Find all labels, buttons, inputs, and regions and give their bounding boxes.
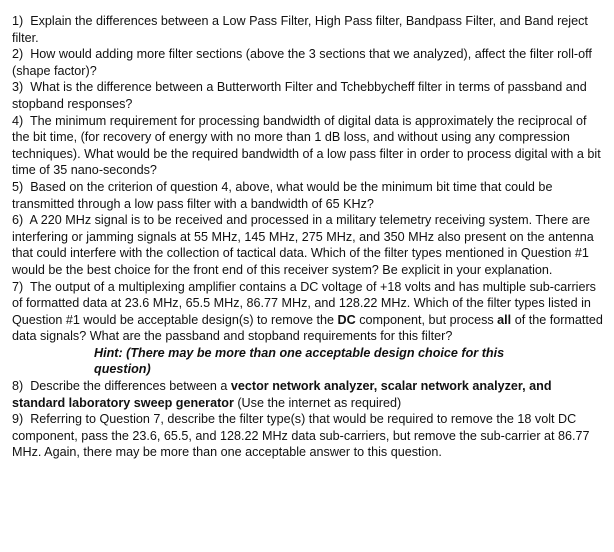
question-text: Explain the differences between a Low Pass Filter, High Pass filter, Bandpass Filter, and Band reject filter. — [12, 14, 588, 45]
question-number: 3) — [12, 80, 24, 95]
question-text-cont: component, but process — [359, 312, 494, 327]
question-text: Referring to Question 7, describe the filter type(s) that would be required to remove the 18 volt DC component, pass the 23.6, 65.5, and 128.22 MHz data sub-carriers, but remove the sub-carrier at 86.77 MHz. Again, there may be more than one acceptable answer to this question. — [12, 412, 590, 460]
question-text: What is the difference between a Butterworth Filter and Tchebbycheff filter in terms of passband and stopband responses? — [12, 80, 587, 111]
question-number: 2) — [12, 47, 24, 62]
question-text: Describe the differences between a — [30, 379, 228, 394]
question-text: Based on the criterion of question 4, above, what would be the minimum bit time that could be transmitted through a low pass filter with a bandwidth of 65 KHz? — [12, 179, 553, 211]
question-text: The output of a multiplexing amplifier contains a DC voltage of +18 volts and has multiple sub-carriers of formatted data at 23.6 MHz, 65.5 MHz, 86.77 MHz, and 128.22 MHz. Which of the filter types listed in Question #1 would be acceptable design(s) to remove the — [12, 279, 596, 327]
question-8 — [12, 378, 604, 411]
question-3 — [12, 79, 604, 112]
question-6 — [12, 212, 604, 278]
question-1 — [12, 13, 604, 46]
emphasis-separator: , — [373, 379, 378, 394]
question-number: 7) — [12, 279, 24, 294]
emphasis-dc: DC — [337, 312, 356, 327]
hint-note: Hint: (There may be more than one acceptable design choice for this question) — [94, 345, 505, 377]
question-text: How would adding more filter sections (above the 3 sections that we analyzed), affect the filter roll-off (shape factor)? — [12, 47, 592, 78]
question-text: A 220 MHz signal is to be received and processed in a military telemetry receiving system. There are interfering or jamming signals at 55 MHz, 145 MHz, 275 MHz, and 350 MHz also present on the antenna that could interfere with the collection of tactical data. Which of the filter types mentioned in Question #1 would be the best choice for the front end of this receiver system? Be explicit in your explanation. — [12, 213, 594, 277]
question-text: The minimum requirement for processing bandwidth of digital data is approximately the reciprocal of the bit time, (for recovery of energy with no more than 1 dB loss, and without using any compression techniques). What would be the required bandwidth of a low pass filter in order to process digital with a bit time of 35 nano-seconds? — [12, 113, 601, 178]
question-number: 9) — [12, 412, 24, 427]
emphasis-sna: scalar network analyzer, — [380, 379, 526, 394]
question-5 — [12, 179, 604, 212]
question-9 — [12, 411, 604, 461]
emphasis-all: all — [497, 312, 512, 327]
question-number: 1) — [12, 14, 24, 28]
question-number: 6) — [12, 213, 24, 228]
question-number: 5) — [12, 179, 24, 194]
question-4 — [12, 113, 604, 179]
question-7 — [12, 279, 604, 345]
question-number: 8) — [12, 379, 24, 394]
question-list — [12, 13, 604, 461]
emphasis-vna: vector network analyzer — [230, 379, 374, 394]
question-2 — [12, 46, 604, 79]
question-text-end: of the formatted data signals? What are the passband and stopband requirements for this filter? — [12, 312, 603, 344]
question-number: 4) — [12, 113, 24, 128]
question-text-end: (Use the internet as required) — [237, 395, 402, 410]
emphasis-sweep-generator: and standard laboratory sweep generator — [12, 379, 552, 410]
